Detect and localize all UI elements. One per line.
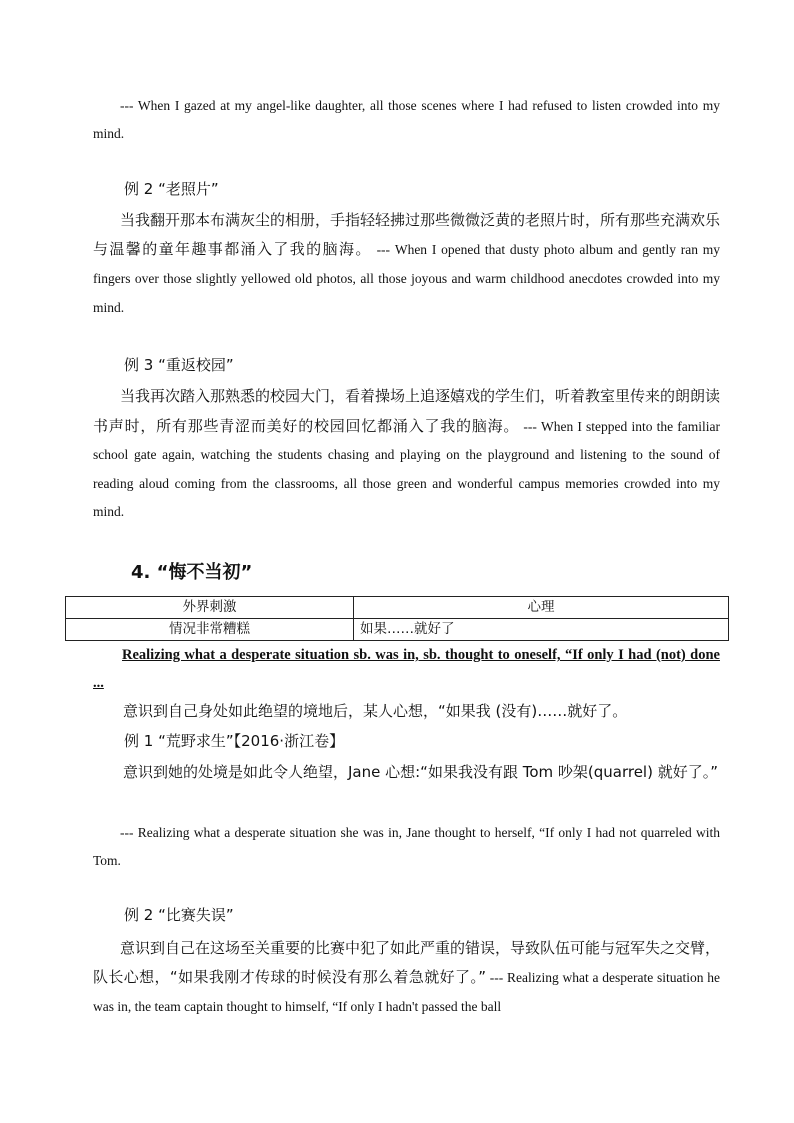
structure-translation: 意识到自己身处如此绝望的境地后，某人心想，“如果我 (没有)……就好了。	[123, 702, 628, 720]
table-cell: 情况非常糟糕	[66, 619, 354, 641]
table-row	[66, 597, 729, 619]
section4-example-2-paragraph	[93, 934, 720, 1021]
example-2-english: --- When I opened that dusty photo album and gently ran my fingers over those slightly yellowed old photos, all those joyous and warm childhood anecdotes crowded into my mind.	[93, 242, 720, 315]
example-2-title: 例 2 “老照片”	[124, 180, 219, 198]
example-3-title: 例 3 “重返校园”	[124, 356, 234, 374]
example-3-english: --- When I stepped into the familiar school gate again, watching the students chasing and playing on the playground and listening to the sound of reading aloud coming from the classrooms, all those green and wonderful campus memories crowded into my mind.	[93, 418, 720, 519]
table-row	[66, 619, 729, 641]
continuation-paragraph: --- When I gazed at my angel-like daughter, all those scenes where I had refused to listen crowded into my mind.	[93, 98, 720, 141]
structure-text: Realizing what a desperate situation sb. was in, sb. thought to oneself, “If only I had (not) done	[122, 647, 720, 663]
example-2-chinese: 当我翻开那本布满灰尘的相册，手指轻轻拂过那些微微泛黄的老照片时，所有那些充满欢乐与温馨的童年趣事都涌入了我的脑海。	[93, 211, 721, 258]
example-3-paragraph	[93, 382, 720, 527]
section4-example-2-english: --- Realizing what a desperate situation he was in, the team captain thought to himself, “If only I hadn't passed the ball	[93, 970, 721, 1014]
structure-ellipsis: ...	[93, 675, 104, 691]
table-header-cell: 心理	[354, 597, 729, 619]
section4-example-2-chinese: 意识到自己在这场至关重要的比赛中犯了如此严重的错误，导致队伍可能与冠军失之交臂，队长心想，“如果我刚才传球的时候没有那么着急就好了。”	[93, 939, 721, 986]
section-heading: 4. “悔不当初”	[131, 562, 253, 583]
section4-example-1-title: 例 1 “荒野求生”【2016·浙江卷】	[124, 732, 345, 750]
stimulus-table	[65, 596, 729, 641]
section4-example-1-english: --- Realizing what a desperate situation she was in, Jane thought to herself, “If only I had not quarreled with Tom.	[93, 825, 720, 868]
sentence-structure	[93, 641, 720, 697]
table-cell: 如果……就好了	[354, 619, 729, 641]
table-header-cell: 外界刺激	[66, 597, 354, 619]
example-2-paragraph	[93, 206, 720, 322]
example-3-chinese: 当我再次踏入那熟悉的校园大门，看着操场上追逐嬉戏的学生们，听着教室里传来的朗朗读书声时，所有那些青涩而美好的校园回忆都涌入了我的脑海。	[93, 387, 721, 435]
section4-example-2-title: 例 2 “比赛失误”	[124, 906, 234, 924]
section4-example-1-chinese: 意识到她的处境是如此令人绝望，Jane 心想:“如果我没有跟 Tom 吵架(quarrel) 就好了。”	[123, 763, 718, 781]
